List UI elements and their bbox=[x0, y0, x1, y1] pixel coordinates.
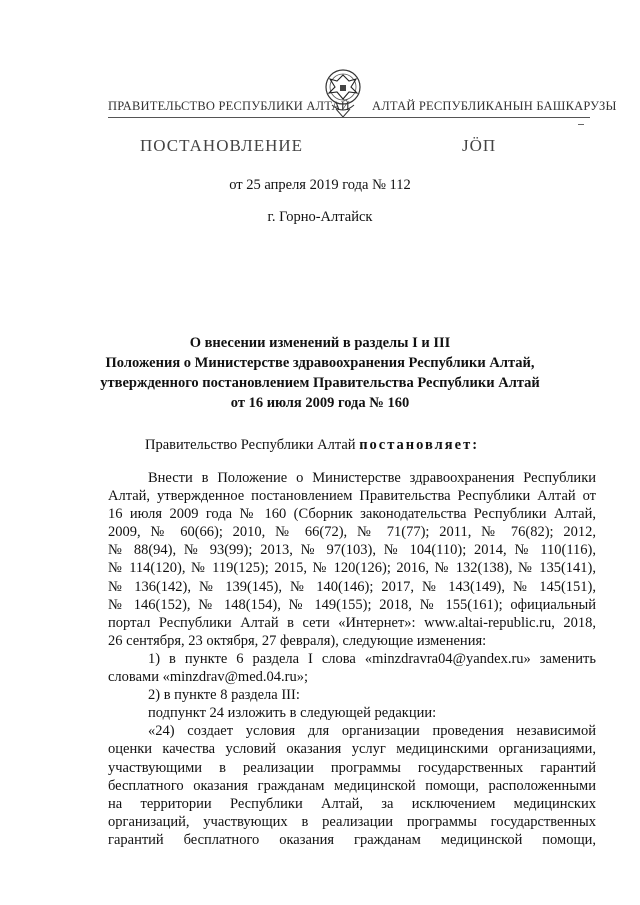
body-line: 2) в пункте 8 раздела III: bbox=[148, 687, 300, 704]
decree-city: г. Горно-Алтайск bbox=[267, 209, 373, 225]
header-divider-mark bbox=[578, 124, 584, 129]
title-line: О внесении изменений в разделы I и III bbox=[189, 335, 451, 351]
body-line: Алтай, утвержденное постановлением Правительства Республики Алтай от bbox=[108, 488, 596, 505]
body-line: портал Республики Алтай в сети «Интернет»: www.altai-republic.ru, 2018, bbox=[108, 614, 596, 631]
decree-date-number: от 25 апреля 2019 года № 112 bbox=[229, 177, 411, 193]
body-line: участвующими в реализации программы государственных гарантий bbox=[108, 759, 596, 776]
body-line: 16 июля 2009 года № 160 (Сборник законодательства Республики Алтай, bbox=[108, 506, 596, 523]
resolution-verb: постановляет: bbox=[359, 437, 480, 453]
decree-label-ru: ПОСТАНОВЛЕНИЕ bbox=[140, 136, 304, 155]
body-line: организаций, участвующих в реализации программы государственных bbox=[108, 813, 596, 830]
body-line: 2009, № 60(66); 2010, № 66(72), № 71(77); 2011, № 76(82); 2012, bbox=[108, 524, 596, 541]
letterhead bbox=[0, 60, 640, 140]
body-line: 1) в пункте 6 раздела I слова «minzdravra04@yandex.ru» заменить bbox=[148, 650, 596, 667]
body-line: подпункт 24 изложить в следующей редакции: bbox=[148, 705, 437, 722]
body-line: № 114(120), № 119(125); 2015, № 120(126); 2016, № 132(138), № 135(141), bbox=[108, 560, 596, 577]
body-line: Внести в Положение о Министерстве здравоохранения Республики bbox=[148, 470, 596, 486]
header-divider bbox=[108, 117, 590, 118]
document-title bbox=[90, 333, 550, 413]
body-line: словами «minzdrav@med.04.ru»; bbox=[108, 669, 309, 686]
body-line: гарантий бесплатного оказания гражданам медицинской помощи, bbox=[108, 831, 596, 848]
body-line: бесплатного оказания гражданам медицинской помощи, расположенными bbox=[108, 777, 596, 794]
resolution-line bbox=[145, 437, 479, 454]
decree-label-alt: JÖП bbox=[462, 136, 497, 155]
body-line: № 136(142), № 139(145), № 140(146); 2017, № 143(149), № 145(151), bbox=[108, 578, 596, 595]
body-line: на территории Республики Алтай, за исключением медицинских bbox=[108, 795, 596, 812]
body-line: оценки качества условий оказания услуг медицинскими организациями, bbox=[108, 741, 596, 758]
coat-of-arms-icon bbox=[318, 65, 368, 123]
body-line: № 88(94), № 93(99); 2013, № 97(103), № 104(110); 2014, № 110(116), bbox=[108, 542, 596, 559]
resolution-prefix: Правительство Республики Алтай bbox=[145, 437, 356, 453]
header-right-text: АЛТАЙ РЕСПУБЛИКАНЫН БАШКАРУЗЫ bbox=[372, 99, 617, 113]
header-left-text: ПРАВИТЕЛЬСТВО РЕСПУБЛИКИ АЛТАЙ bbox=[108, 99, 350, 113]
body-line: «24) создает условия для организации проведения независимой bbox=[148, 723, 596, 740]
title-line: Положения о Министерстве здравоохранения Республики Алтай, bbox=[105, 355, 535, 371]
document-body bbox=[108, 469, 596, 849]
title-line: утвержденного постановлением Правительства Республики Алтай bbox=[100, 375, 540, 391]
body-line: № 146(152), № 148(154), № 149(155); 2018, № 155(161); официальный bbox=[108, 596, 596, 613]
body-line: 26 сентября, 23 октября, 27 февраля), следующие изменения: bbox=[108, 632, 487, 649]
title-line: от 16 июля 2009 года № 160 bbox=[230, 395, 410, 411]
